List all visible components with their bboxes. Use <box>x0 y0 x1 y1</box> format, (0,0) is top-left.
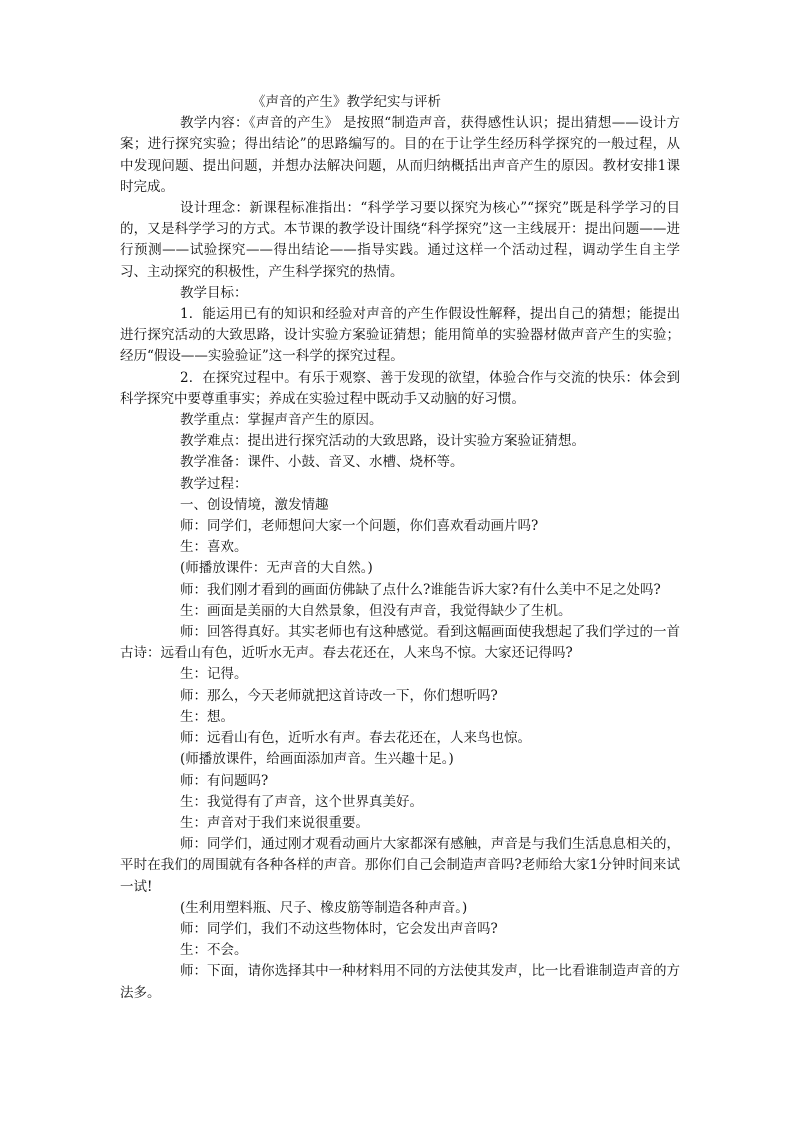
paragraph: 师：回答得真好。其实老师也有这种感觉。看到这幅画面使我想起了我们学过的一首古诗：远看山有色，近听水无声。春去花还在，人来鸟不惊。大家还记得吗? <box>120 624 680 662</box>
paragraph: 生：画面是美丽的大自然景象，但没有声音，我觉得缺少了生机。 <box>180 602 572 619</box>
paragraph: 师：同学们，老师想问大家一个问题，你们喜欢看动画片吗? <box>180 518 539 535</box>
paragraph: 师：同学们，通过刚才观看动画片大家都深有感触，声音是与我们生活息息相关的，平时在我们的周围就有各种各样的声音。那你们自己会制造声音吗?老师给大家1分钟时间来试一试! <box>120 836 680 895</box>
paragraph: 1．能运用已有的知识和经验对声音的产生作假设性解释，提出自己的猜想；能提出进行探究活动的大致思路，设计实验方案验证猜想；能用简单的实验器材做声音产生的实验；经历“假设——实验验证”这一科学的探究过程。 <box>120 306 680 365</box>
paragraph: 教学重点：掌握声音产生的原因。 <box>180 412 383 429</box>
paragraph: 教学目标： <box>180 284 248 301</box>
document-body <box>120 113 680 1004</box>
paragraph: 生：喜欢。 <box>180 539 248 556</box>
document-page <box>120 92 680 1004</box>
paragraph: 生：我觉得有了声音，这个世界真美好。 <box>180 793 423 810</box>
paragraph: 教学难点：提出进行探究活动的大致思路，设计实验方案验证猜想。 <box>180 433 585 450</box>
paragraph: 教学准备：课件、小鼓、音叉、水槽、烧杯等。 <box>180 454 464 471</box>
paragraph: (生利用塑料瓶、尺子、橡皮筋等制造各种声音。) <box>180 899 468 916</box>
paragraph: 生：记得。 <box>180 666 248 683</box>
paragraph: 师：下面，请你选择其中一种材料用不同的方法使其发声，比一比看谁制造声音的方法多。 <box>120 963 680 1001</box>
document-title: 《声音的产生》教学纪实与评析 <box>252 94 441 110</box>
paragraph: 生：声音对于我们来说很重要。 <box>180 814 369 831</box>
paragraph: (师播放课件，给画面添加声音。生兴趣十足。) <box>180 751 454 768</box>
paragraph: 生：不会。 <box>180 942 248 959</box>
paragraph: 师：那么，今天老师就把这首诗改一下，你们想听吗? <box>180 687 498 704</box>
paragraph: 教学内容：《声音的产生》 是按照“制造声音，获得感性认识；提出猜想——设计方案；进行探究实验；得出结论”的思路编写的。目的在于让学生经历科学探究的一般过程，从中发现问题、提出问题，并想办法解决问题，从而归纳概括出声音产生的原因。教材安排1课时完成。 <box>120 115 680 195</box>
paragraph: 2．在探究过程中。有乐于观察、善于发现的欲望，体验合作与交流的快乐：体会到科学探究中要尊重事实；养成在实验过程中既动手又动脑的好习惯。 <box>120 369 680 407</box>
paragraph: 教学过程： <box>180 475 248 492</box>
paragraph: 设计理念：新课程标准指出：“科学学习要以探究为核心”“探究”既是科学学习的目的，又是科学学习的方式。本节课的教学设计围绕“科学探究”这一主线展开：提出问题——进行预测——试验探究——得出结论——指导实践。通过这样一个活动过程，调动学生自主学习、主动探究的积极性，产生科学探究的热情。 <box>120 200 680 280</box>
paragraph: 师：有问题吗? <box>180 772 269 789</box>
paragraph: 师：我们刚才看到的画面仿佛缺了点什么?谁能告诉大家?有什么美中不足之处吗? <box>180 581 661 598</box>
paragraph: (师播放课件：无声音的大自然。) <box>180 560 373 577</box>
section-heading: 一、创设情境，激发情趣 <box>180 496 329 513</box>
paragraph: 生：想。 <box>180 708 234 725</box>
paragraph: 师：远看山有色，近听水有声。春去花还在，人来鸟也惊。 <box>180 730 531 747</box>
paragraph: 师：同学们，我们不动这些物体时，它会发出声音吗? <box>180 920 498 937</box>
